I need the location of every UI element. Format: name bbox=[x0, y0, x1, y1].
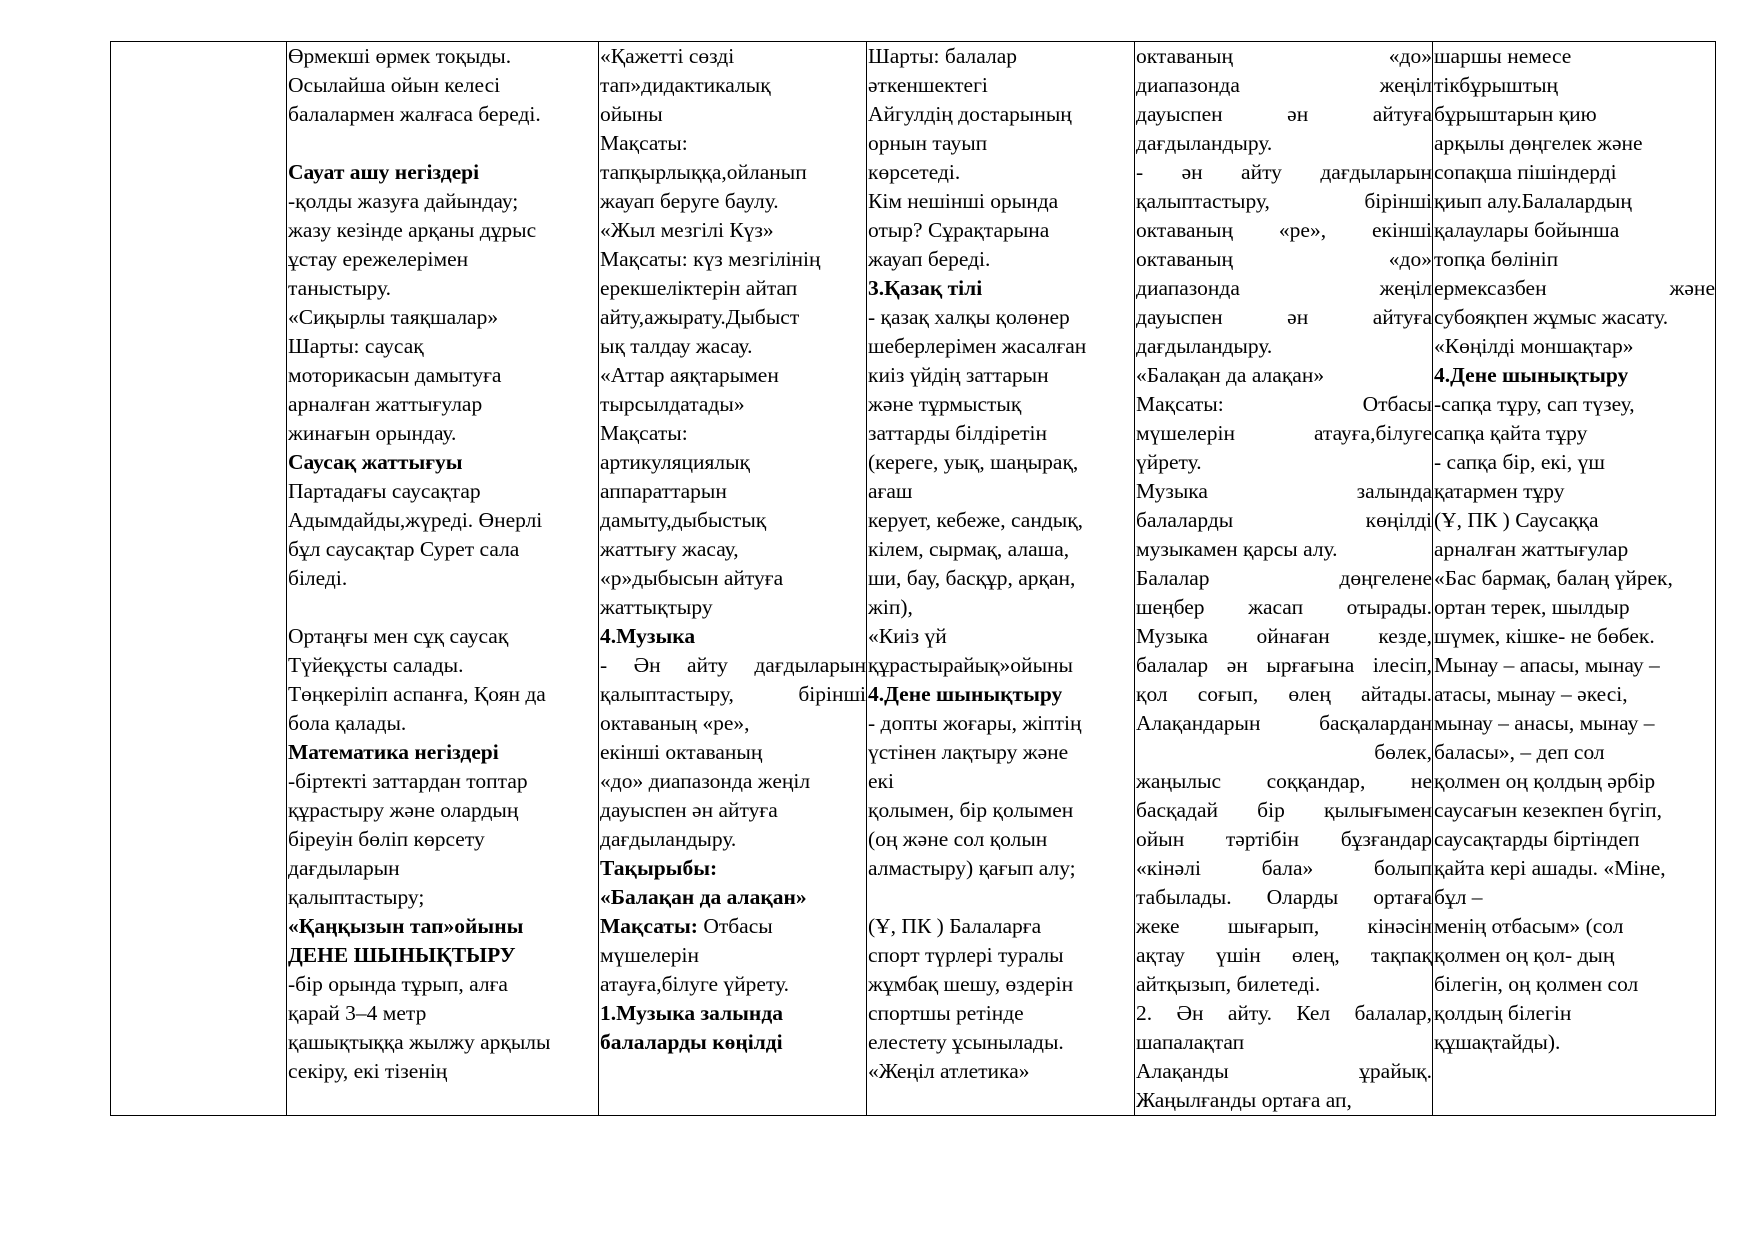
text-line: октаваның «ре», bbox=[600, 711, 750, 735]
text-line: екінші октаваның bbox=[600, 740, 763, 764]
text-line: Адымдайды,жүреді. Өнерлі bbox=[288, 508, 543, 532]
text-line: ұстау ережелерімен bbox=[288, 247, 469, 271]
text-line: сопақша пішіндерді bbox=[1434, 160, 1617, 184]
text-line bbox=[600, 912, 866, 941]
text-line: арқылы дөңгелек және bbox=[1434, 131, 1643, 155]
text-line: ши, бау, басқұр, арқан, bbox=[868, 566, 1076, 590]
text-line: жұмбақ шешу, өздерін bbox=[868, 972, 1074, 996]
text-line: 2. Ән айту. Кел балалар, bbox=[1136, 1001, 1432, 1025]
text-line: жинағын орындау. bbox=[288, 421, 457, 445]
text-line: дамыту,дыбыстық bbox=[600, 508, 767, 532]
text-line: балаларды көңілді bbox=[600, 1030, 783, 1054]
text-line: Кім нешінші орында bbox=[868, 189, 1059, 213]
text-line: (Ұ, ПК ) Саусаққа bbox=[1434, 508, 1599, 532]
text-line: үстінен лақтыру және bbox=[868, 740, 1069, 764]
text-line: заттарды білдіретін bbox=[868, 421, 1048, 445]
text-line: -бір орында тұрып, алға bbox=[288, 972, 508, 996]
text-line: субояқпен жұмыс жасату. bbox=[1434, 305, 1669, 329]
text-line: қалыптастыру, бірінші bbox=[1136, 189, 1432, 213]
text-line: баласы», – деп сол bbox=[1434, 740, 1605, 764]
text-line: - допты жоғары, жіптің bbox=[868, 711, 1082, 735]
text-line: 4.Музыка bbox=[600, 624, 696, 648]
text-line: шеңбер жасап отырады. bbox=[1136, 595, 1432, 619]
text-line: (оң және сол қолын bbox=[868, 827, 1048, 851]
text-line: дауыспен ән айтуға bbox=[600, 798, 778, 822]
text-line: әткеншектегі bbox=[868, 73, 988, 97]
bold-label: Мақсаты: bbox=[600, 914, 698, 938]
text-line: Саусақ жаттығуы bbox=[288, 450, 463, 474]
text-line: шаршы немесе bbox=[1434, 44, 1572, 68]
text-line: дауыспен ән айтуға bbox=[1136, 102, 1432, 126]
text-line: жауап береді. bbox=[868, 247, 991, 271]
text-line: киіз үйдің заттарын bbox=[868, 363, 1049, 387]
text-line: октаваның «до» bbox=[1136, 44, 1432, 68]
text-line: қашықтыққа жылжу арқылы bbox=[288, 1030, 551, 1054]
text-line: кілем, сырмақ, алаша, bbox=[868, 537, 1070, 561]
text-line: басқадай бір қылығымен bbox=[1136, 798, 1432, 822]
text-line: музыкамен қарсы алу. bbox=[1136, 537, 1338, 561]
text-line: Тақырыбы: bbox=[600, 856, 718, 880]
text-line: Мақсаты: bbox=[600, 131, 688, 155]
text-line: шапалақтап bbox=[1136, 1030, 1245, 1054]
text-line: ойын тәртібін бұзғандар bbox=[1136, 827, 1432, 851]
text-line: «Қажетті сөзді bbox=[600, 44, 735, 68]
cell-col-2 bbox=[599, 42, 867, 1116]
text-line: артикуляциялық bbox=[600, 450, 750, 474]
text-line: тырсылдатады» bbox=[600, 392, 745, 416]
text-line: қол соғып, өлең айтады. bbox=[1136, 682, 1432, 706]
text-line: спорт түрлері туралы bbox=[868, 943, 1064, 967]
text-line: дағдыландыру. bbox=[1136, 131, 1273, 155]
text-line: «Балақан да алақан» bbox=[600, 885, 807, 909]
text-line: дағдыландыру. bbox=[600, 827, 737, 851]
text-line: ық талдау жасау. bbox=[600, 334, 753, 358]
text-line: ағаш bbox=[868, 479, 913, 503]
text-line: қайта кері ашады. «Міне, bbox=[1434, 856, 1666, 880]
text-line: Ортаңғы мен сұқ саусақ bbox=[288, 624, 509, 648]
text-line bbox=[288, 593, 598, 622]
text-line: арналған жаттығулар bbox=[288, 392, 483, 416]
text-line: Түйеқұсты салады. bbox=[288, 653, 464, 677]
text-line: құрастыру және олардың bbox=[288, 798, 519, 822]
cell-col-3 bbox=[867, 42, 1135, 1116]
text-line: қолымен, бір қолымен bbox=[868, 798, 1074, 822]
text-line: Мақсаты: Отбасы bbox=[1136, 392, 1432, 416]
text-line: Мақсаты: bbox=[600, 421, 688, 445]
text-line: қарай 3–4 метр bbox=[288, 1001, 427, 1025]
text-line: қалаулары бойынша bbox=[1434, 218, 1620, 242]
text-line: құшақтайды). bbox=[1434, 1030, 1561, 1054]
text-line: Партадағы саусақтар bbox=[288, 479, 481, 503]
text-line: балаларды көңілді bbox=[1136, 508, 1432, 532]
text-line: дауыспен ән айтуға bbox=[1136, 305, 1432, 329]
text-line: секіру, екі тізенің bbox=[288, 1059, 448, 1083]
text-line: Мақсаты: күз мезгілінің bbox=[600, 247, 821, 271]
text-line: - ән айту дағдыларын bbox=[1136, 160, 1432, 184]
text-line: (Ұ, ПК ) Балаларға bbox=[868, 914, 1042, 938]
text-line: аппараттарын bbox=[600, 479, 727, 503]
cell-col-5 bbox=[1433, 42, 1716, 1116]
text-line: құрастырайық»ойыны bbox=[868, 653, 1073, 677]
text-line: Математика негіздері bbox=[288, 740, 499, 764]
text-line: керует, кебеже, сандық, bbox=[868, 508, 1084, 532]
text-line: біреуін бөліп көрсету bbox=[288, 827, 485, 851]
text-line: Алақандарын басқалардан bbox=[1136, 711, 1432, 735]
text-line: біледі. bbox=[288, 566, 348, 590]
text-line: Сауат ашу негіздері bbox=[288, 160, 480, 184]
text-line: балалармен жалғаса береді. bbox=[288, 102, 541, 126]
text-line: алмастыру) қағып алу; bbox=[868, 856, 1076, 880]
text-line: спортшы ретінде bbox=[868, 1001, 1024, 1025]
text-line: «Бас бармақ, балаң үйрек, bbox=[1434, 566, 1673, 590]
text-line: мүшелерін атауға,білуге bbox=[1136, 421, 1432, 445]
text-line: айту,ажырату.Дыбыст bbox=[600, 305, 800, 329]
text-line: «Сиқырлы таяқшалар» bbox=[288, 305, 499, 329]
text-line: ермексазбен және bbox=[1434, 276, 1715, 300]
text-line: екі bbox=[868, 769, 894, 793]
text-line: айтқызып, билетеді. bbox=[1136, 972, 1321, 996]
text-line: тап»дидактикалық bbox=[600, 73, 771, 97]
text-line: - сапқа бір, екі, үш bbox=[1434, 450, 1605, 474]
text-line: жаңылыс соққандар, не bbox=[1136, 769, 1432, 793]
text-line: ерекшеліктерін айтап bbox=[600, 276, 798, 300]
text-line: - қазақ халқы қолөнер bbox=[868, 305, 1070, 329]
table-row bbox=[111, 42, 1716, 1116]
text-line: октаваның «ре», екінші bbox=[1136, 218, 1432, 242]
text-line: Өрмекші өрмек тоқыды. bbox=[288, 44, 512, 68]
text-line: «р»дыбысын айтуға bbox=[600, 566, 784, 590]
text-line: атасы, мынау – әкесі, bbox=[1434, 682, 1628, 706]
cell-col-4 bbox=[1135, 42, 1433, 1116]
text-line: - Ән айту дағдыларын bbox=[600, 653, 866, 677]
text-line: қолдың білегін bbox=[1434, 1001, 1572, 1025]
text-line: «Балақан да алақан» bbox=[1136, 363, 1325, 387]
text-line: саусақтарды біртіндеп bbox=[1434, 827, 1640, 851]
text-line: атауға,білуге үйрету. bbox=[600, 972, 790, 996]
text-line: Төңкеріліп аспанға, Қоян да bbox=[288, 682, 546, 706]
text-line: «Жеңіл атлетика» bbox=[868, 1059, 1030, 1083]
text-line: жеке шығарып, кінәсін bbox=[1136, 914, 1432, 938]
text-line: «Жыл мезгілі Күз» bbox=[600, 218, 774, 242]
text-line: Музыка ойнаған кезде, bbox=[1136, 624, 1432, 648]
text-line: мынау – анасы, мынау – bbox=[1434, 711, 1655, 735]
text-line: қолмен оң қолдың әрбір bbox=[1434, 769, 1656, 793]
text-line: балалар ән ырғағына ілесіп, bbox=[1136, 653, 1432, 677]
text-line: Музыка залында bbox=[1136, 479, 1432, 503]
text-line: «Киіз үй bbox=[868, 624, 947, 648]
text-line: Айгулдің достарының bbox=[868, 102, 1072, 126]
text-line bbox=[288, 129, 598, 158]
text-line: 1.Музыка залында bbox=[600, 1001, 783, 1025]
text-line: 4.Дене шынықтыру bbox=[1434, 363, 1629, 387]
text-line: мүшелерін bbox=[600, 943, 699, 967]
text-line: жауап беруге баулу. bbox=[600, 189, 779, 213]
text-line: ойыны bbox=[600, 102, 663, 126]
text-line: қиып алу.Балалардың bbox=[1434, 189, 1632, 213]
text-line: Алақанды ұрайық. bbox=[1136, 1059, 1432, 1083]
text-line: дағдыландыру. bbox=[1136, 334, 1273, 358]
text-line: ақтау үшін өлең, тақпақ bbox=[1136, 943, 1432, 967]
text-line: (кереге, уық, шаңырақ, bbox=[868, 450, 1079, 474]
text-line: бола қалады. bbox=[288, 711, 407, 735]
cell-col-0 bbox=[111, 42, 287, 1116]
text-line: жаттықтыру bbox=[600, 595, 713, 619]
text-line: тапқырлыққа,ойланып bbox=[600, 160, 807, 184]
text-line: бұл – bbox=[1434, 885, 1483, 909]
text-line: және тұрмыстық bbox=[868, 392, 1022, 416]
text-line: бұл саусақтар Сурет сала bbox=[288, 537, 520, 561]
text-line: жіп), bbox=[868, 595, 913, 619]
text-line: дағдыларын bbox=[288, 856, 400, 880]
text-line: -сапқа тұру, сап түзеу, bbox=[1434, 392, 1635, 416]
cell-col-1 bbox=[287, 42, 599, 1116]
text-line: көрсетеді. bbox=[868, 160, 961, 184]
text-line: бөлек, bbox=[1374, 740, 1432, 764]
text-line: 3.Қазақ тілі bbox=[868, 276, 983, 300]
text-line: диапазонда жеңіл bbox=[1136, 73, 1432, 97]
text-line: ДЕНЕ ШЫНЫҚТЫРУ bbox=[288, 943, 516, 967]
text-line: таныстыру. bbox=[288, 276, 391, 300]
text-line: Шарты: саусақ bbox=[288, 334, 424, 358]
text-line: шүмек, кішке- не бөбек. bbox=[1434, 624, 1655, 648]
line-text: Отбасы bbox=[697, 914, 773, 938]
text-line: топқа бөлініп bbox=[1434, 247, 1559, 271]
text-line: «Аттар аяқтарымен bbox=[600, 363, 779, 387]
text-line: -біртекті заттардан топтар bbox=[288, 769, 528, 793]
text-line: білегін, оң қолмен сол bbox=[1434, 972, 1639, 996]
text-line: тікбұрыштың bbox=[1434, 73, 1559, 97]
text-line: Шарты: балалар bbox=[868, 44, 1018, 68]
text-line: қалыптастыру, бірінші bbox=[600, 682, 866, 706]
text-line: «кінәлі бала» болып bbox=[1136, 856, 1432, 880]
text-line: 4.Дене шынықтыру bbox=[868, 682, 1063, 706]
text-line: қолмен оң қол- дың bbox=[1434, 943, 1615, 967]
text-line: «Қаңқызын тап»ойыны bbox=[288, 914, 524, 938]
text-line: жазу кезінде арқаны дұрыс bbox=[288, 218, 537, 242]
text-line: отыр? Сұрақтарына bbox=[868, 218, 1050, 242]
schedule-table bbox=[110, 41, 1716, 1116]
text-line: қалыптастыру; bbox=[288, 885, 425, 909]
text-line: арналған жаттығулар bbox=[1434, 537, 1629, 561]
text-line: октаваның «до» bbox=[1136, 247, 1432, 271]
text-line: саусағын кезекпен бүгіп, bbox=[1434, 798, 1662, 822]
text-line: менің отбасым» (сол bbox=[1434, 914, 1624, 938]
text-line: шеберлерімен жасалған bbox=[868, 334, 1087, 358]
text-line: қатармен тұру bbox=[1434, 479, 1565, 503]
text-line: Осылайша ойын келесі bbox=[288, 73, 501, 97]
text-line: моторикасын дамытуға bbox=[288, 363, 502, 387]
text-line: сапқа қайта тұру bbox=[1434, 421, 1588, 445]
text-line: елестету ұсынылады. bbox=[868, 1030, 1064, 1054]
text-line: үйрету. bbox=[1136, 450, 1202, 474]
text-line: диапазонда жеңіл bbox=[1136, 276, 1432, 300]
text-line: -қолды жазуға дайындау; bbox=[288, 189, 519, 213]
text-line: «до» диапазонда жеңіл bbox=[600, 769, 811, 793]
text-line bbox=[868, 883, 1134, 912]
text-line: жаттығу жасау, bbox=[600, 537, 739, 561]
text-line: Жаңылғанды ортаға ап, bbox=[1136, 1088, 1352, 1112]
text-line: «Көңілді моншақтар» bbox=[1434, 334, 1634, 358]
text-line: Мынау – апасы, мынау – bbox=[1434, 653, 1660, 677]
text-line: бұрыштарын қию bbox=[1434, 102, 1597, 126]
text-line: Балалар дөңгелене bbox=[1136, 566, 1432, 590]
text-line: орнын тауып bbox=[868, 131, 988, 155]
text-line: ортан терек, шылдыр bbox=[1434, 595, 1630, 619]
text-line: табылады. Оларды ортаға bbox=[1136, 885, 1432, 909]
